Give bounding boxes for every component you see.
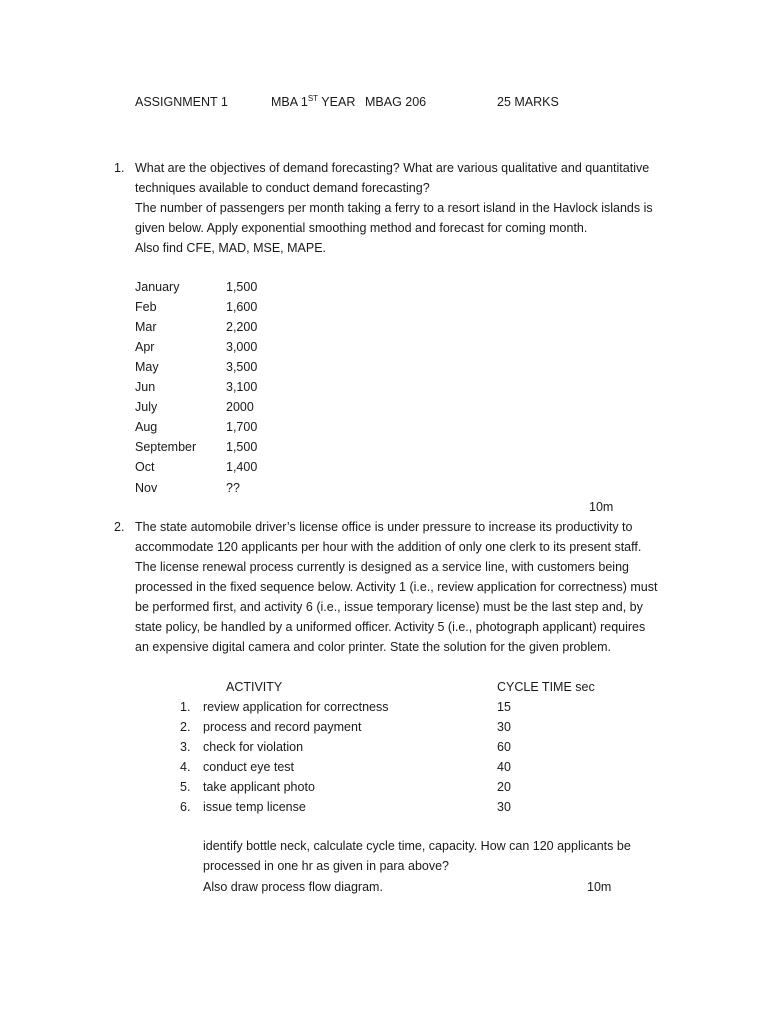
activity-number: 1. [180,700,191,714]
course-code: MBAG 206 [365,95,427,109]
table-month: Mar [135,320,157,334]
q2-followup: Also draw process flow diagram. [203,880,383,894]
table-value: 3,000 [226,340,258,354]
table-value: 1,500 [226,440,258,454]
table-value: 2,200 [226,320,258,334]
table-value: 2000 [226,400,254,414]
q2-line: The license renewal process currently is designed as a service line, with customers being [135,560,629,574]
table-value: 3,100 [226,380,258,394]
q2-line: an expensive digital camera and color printer. State the solution for the given problem. [135,640,611,654]
table-value: ?? [226,481,240,495]
activity-number: 2. [180,720,191,734]
table-month: May [135,360,159,374]
q2-marks: 10m [587,880,612,894]
total-marks: 25 MARKS [497,95,559,109]
activity-time: 40 [497,760,511,774]
table-value: 1,700 [226,420,258,434]
table-value: 1,500 [226,280,258,294]
table-month: Feb [135,300,157,314]
table-value: 1,600 [226,300,258,314]
q1-line: The number of passengers per month taking a ferry to a resort island in the Havlock islands is [135,201,653,215]
q1-line: techniques available to conduct demand forecasting? [135,181,430,195]
activity-name: issue temp license [203,800,306,814]
q2-line: The state automobile driver’s license office is under pressure to increase its productivity to [135,520,633,534]
table-month: January [135,280,180,294]
activity-time: 30 [497,720,511,734]
activity-time: 20 [497,780,511,794]
assignment-title: ASSIGNMENT 1 [135,95,228,109]
activity-time: 60 [497,740,511,754]
table-month: September [135,440,197,454]
q1-line: What are the objectives of demand forecasting? What are various qualitative and quantitative [135,161,650,175]
activity-header: ACTIVITY [226,680,283,694]
activity-number: 4. [180,760,191,774]
q2-number: 2. [114,520,125,534]
activity-name: process and record payment [203,720,362,734]
table-month: Nov [135,481,158,495]
activity-name: check for violation [203,740,304,754]
activity-time: 15 [497,700,511,714]
q2-followup: identify bottle neck, calculate cycle time, capacity. How can 120 applicants be [203,839,631,853]
table-month: Aug [135,420,158,434]
table-month: July [135,400,158,414]
table-month: Oct [135,460,155,474]
activity-time: 30 [497,800,511,814]
table-value: 1,400 [226,460,258,474]
q1-line: Also find CFE, MAD, MSE, MAPE. [135,241,327,255]
q1-marks: 10m [589,500,614,514]
activity-name: take applicant photo [203,780,315,794]
q1-line: given below. Apply exponential smoothing method and forecast for coming month. [135,221,588,235]
activity-number: 3. [180,740,191,754]
q2-followup: processed in one hr as given in para above? [203,859,449,873]
table-month: Jun [135,380,156,394]
program-label [271,92,355,112]
activity-number: 5. [180,780,191,794]
table-month: Apr [135,340,155,354]
activity-name: conduct eye test [203,760,295,774]
activity-number: 6. [180,800,191,814]
program-text: MBA 1 [271,95,308,109]
table-value: 3,500 [226,360,258,374]
q2-line: processed in the fixed sequence below. Activity 1 (i.e., review application for correctness) must [135,580,658,594]
q2-line: state policy, be handled by a uniformed officer. Activity 5 (i.e., photograph applicant) requires [135,620,646,634]
q2-line: accommodate 120 applicants per hour with the addition of only one clerk to its present staff. [135,540,642,554]
program-superscript: ST [307,93,319,103]
q2-line: be performed first, and activity 6 (i.e., issue temporary license) must be the last step and, by [135,600,643,614]
q1-number: 1. [114,161,125,175]
cycle-time-header: CYCLE TIME sec [497,680,595,694]
program-suffix: YEAR [318,95,356,109]
activity-name: review application for correctness [203,700,389,714]
